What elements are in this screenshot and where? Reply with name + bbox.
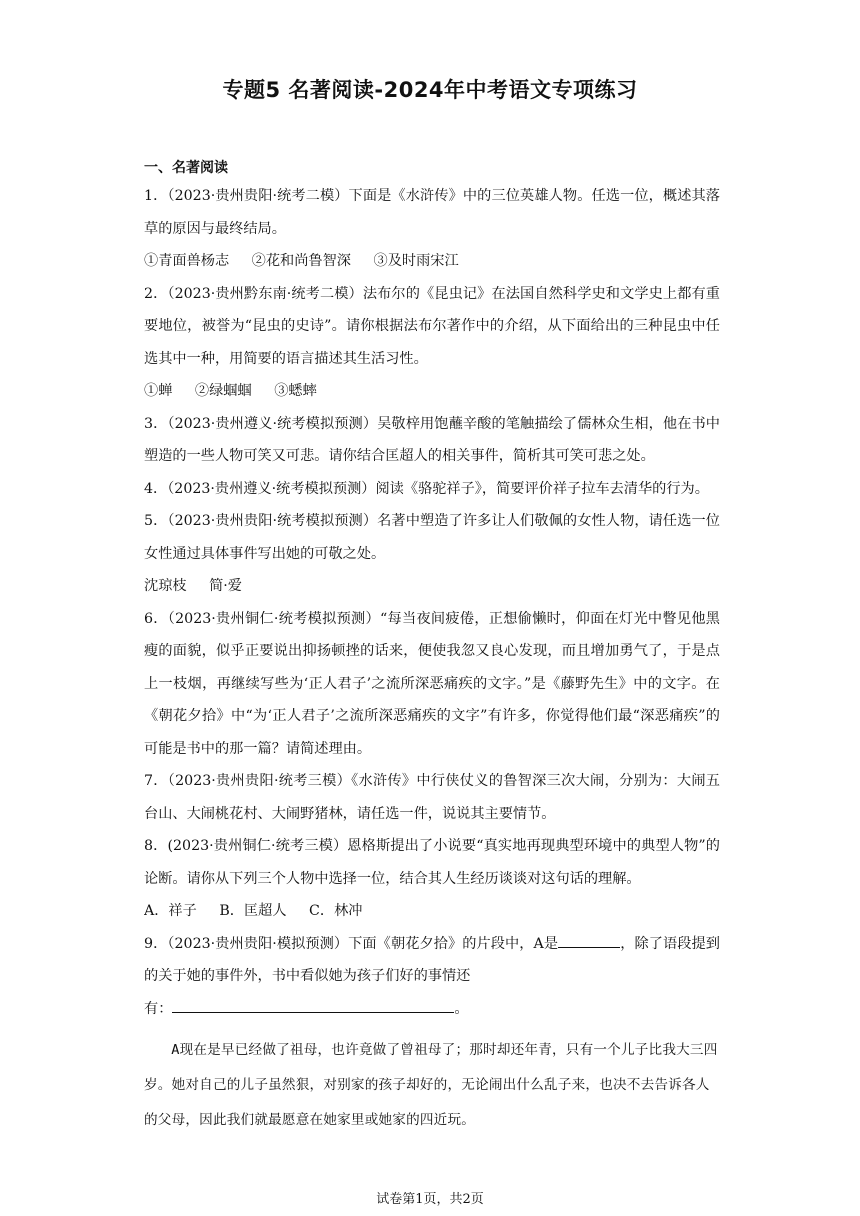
question-5: 5．（2023·贵州贵阳·统考模拟预测）名著中塑造了许多让人们敬佩的女性人物，请任选一位女性通过具体事件写出她的可敬之处。 bbox=[144, 513, 720, 562]
option: 简·爱 bbox=[209, 578, 242, 594]
option: ①蝉 bbox=[144, 383, 173, 399]
question-9-stem-b: ，除了语段提到的关于她的事件外，书中看似她为孩子们好的事情还 bbox=[144, 935, 720, 984]
question-9-stem-d: 。 bbox=[454, 1000, 469, 1017]
question-2-options bbox=[144, 375, 720, 408]
question-8-options bbox=[144, 895, 720, 928]
document-body bbox=[144, 156, 720, 1138]
option: ③蟋蟀 bbox=[274, 383, 317, 399]
question-9-answer-line bbox=[144, 993, 720, 1026]
question-7: 7．（2023·贵州贵阳·统考三模）《水浒传》中行侠仗义的鲁智深三次大闹，分别为：大闹五台山、大闹桃花村、大闹野猪林，请任选一件，说说其主要情节。 bbox=[144, 773, 720, 822]
question-3: 3．（2023·贵州遵义·统考模拟预测）吴敬梓用饱蘸辛酸的笔触描绘了儒林众生相，他在书中塑造的一些人物可笑又可悲。请你结合匡超人的相关事件，简析其可笑可悲之处。 bbox=[144, 415, 720, 464]
reading-passage: A现在是早已经做了祖母，也许竟做了曾祖母了；那时却还年青，只有一个儿子比我大三四岁。她对自己的儿子虽然狠，对别家的孩子却好的，无论闹出什么乱子来，也决不去告诉各人的父母，因此我们就最愿意在她家里或她家的四近玩。 bbox=[144, 1042, 718, 1128]
option: ③及时雨宋江 bbox=[373, 253, 459, 269]
question-1: 1．（2023·贵州贵阳·统考二模）下面是《水浒传》中的三位英雄人物。任选一位，概述其落草的原因与最终结局。 bbox=[144, 188, 720, 237]
option: C．林冲 bbox=[309, 903, 363, 919]
page-footer: 试卷第1页，共2页 bbox=[376, 1192, 484, 1207]
question-1-options bbox=[144, 245, 720, 278]
question-9-stem-a: 9．（2023·贵州贵阳·模拟预测）下面《朝花夕拾》的片段中，A是 bbox=[144, 935, 559, 952]
option: B．匡超人 bbox=[219, 903, 287, 919]
option: ②花和尚鲁智深 bbox=[251, 253, 351, 269]
question-2: 2．（2023·贵州黔东南·统考二模）法布尔的《昆虫记》在法国自然科学史和文学史上都有重要地位，被誉为“昆虫的史诗”。请你根据法布尔著作中的介绍，从下面给出的三种昆虫中任选其中一种，用简要的语言描述其生活习性。 bbox=[144, 285, 720, 367]
answer-blank-b[interactable] bbox=[172, 996, 454, 1013]
option: ②绿蝈蝈 bbox=[194, 383, 252, 399]
document-title: 专题5 名著阅读-2024年中考语文专项练习 bbox=[222, 78, 638, 102]
option: 沈琼枝 bbox=[144, 578, 187, 594]
question-9-stem-c: 有： bbox=[144, 1000, 173, 1017]
question-8: 8．(2023·贵州铜仁·统考三模）恩格斯提出了小说要“真实地再现典型环境中的典型人物”的论断。请你从下列三个人物中选择一位，结合其人生经历谈谈对这句话的理解。 bbox=[144, 838, 720, 887]
question-4: 4．（2023·贵州遵义·统考模拟预测）阅读《骆驼祥子》，简要评价祥子拉车去清华的行为。 bbox=[144, 480, 709, 497]
option: A．祥子 bbox=[144, 903, 197, 919]
question-9 bbox=[144, 928, 720, 993]
question-6: 6．（2023·贵州铜仁·统考模拟预测）“每当夜间疲倦，正想偷懒时，仰面在灯光中瞥见他黑瘦的面貌，似乎正要说出抑扬顿挫的话来，便使我忽又良心发现，而且增加勇气了，于是点上一枝烟，再继续写些为‘正人君子’之流所深恶痛疾的文字。”是《藤野先生》中的文字。在《朝花夕拾》中“为‘正人君子’之流所深恶痛疾的文字”有许多，你觉得他们最“深恶痛疾”的可能是书中的那一篇？请简述理由。 bbox=[144, 610, 720, 757]
question-5-options bbox=[144, 570, 720, 603]
option: ①青面兽杨志 bbox=[144, 253, 230, 269]
answer-blank-a[interactable] bbox=[558, 931, 620, 948]
section-heading: 一、名著阅读 bbox=[144, 160, 228, 176]
